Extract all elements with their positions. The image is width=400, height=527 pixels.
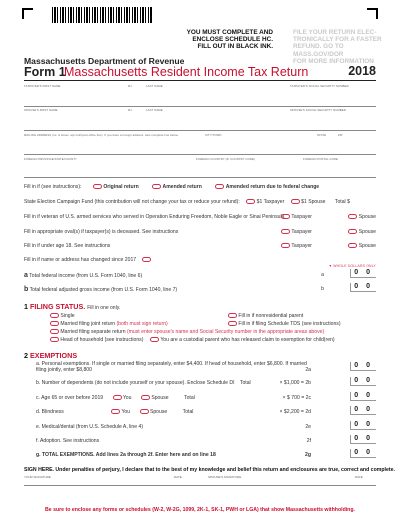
warning-line: YOU MUST COMPLETE AND [186,29,273,36]
exemption-2a [36,361,311,374]
taxpayer-ssn-field[interactable]: TAXPAYER'S SOCIAL SECURITY NUMBER [290,84,349,88]
deceased-spouse-oval[interactable] [348,229,357,234]
schedule-tds-label: Fill in if filing Schedule TDS (see instructions) [238,321,341,327]
exemptions-number: 2 [24,351,28,360]
exemption-2e-amount[interactable]: 0 0 [350,421,376,430]
form-number: Form 1 [24,65,66,79]
line-a [24,272,324,279]
field-divider [24,130,376,131]
spouse-ssn-field[interactable]: SPOUSE'S SOCIAL SECURITY NUMBER [290,108,346,112]
veteran-row [24,214,376,220]
nonresidential-parent-row [228,313,303,319]
deceased-spouse-label: Spouse [358,229,376,235]
exemption-2g-label: g. TOTAL EXEMPTIONS. Add lines 2a through 2f. Enter here and on line 18 [36,452,216,458]
exemption-2a-label: a. Personal exemptions. If single or married filing separately, enter $4,400. If head of household, enter $6,800. If married filing jointly, enter $8,800 [36,361,307,374]
exemption-2c-total-label: Total [184,395,195,401]
line-a-letter: a [24,272,28,279]
separate-oval[interactable] [50,329,59,334]
campaign-fund-row [24,199,350,205]
taxpayer-mi-field[interactable]: M.I. [128,84,134,88]
exemption-2f [36,438,311,444]
filing-separate [50,329,324,335]
joint-oval[interactable] [50,321,59,326]
filing-status-heading [24,302,120,311]
return-type-label: Fill in if (see instructions): [24,184,82,190]
exemption-2b-label: b. Number of dependents (do not include yourself or your spouse). Enclose Schedule DI [36,380,235,386]
exemption-2g-ref: 2g [305,452,311,458]
efile-line: FILE YOUR RETURN ELEC- [293,29,377,36]
deceased-taxpayer-label: Taxpayer [291,229,312,235]
form-title: Massachusetts Resident Income Tax Return [64,65,309,79]
schedule-tds-row [228,321,341,327]
amended-federal-oval[interactable] [215,184,224,189]
filing-status-number: 1 [24,302,28,311]
date-field[interactable]: DATE [174,475,182,479]
exemption-2c-multiplier: × $ 700 = 2c [282,395,311,401]
ink-warning [173,29,273,51]
under-18-taxpayer-label: Taxpayer [291,243,312,249]
filing-head-household [50,337,143,343]
age-65-you-oval[interactable] [113,395,122,400]
exemption-2d [36,409,311,415]
deceased-row [24,229,376,235]
veteran-spouse-oval[interactable] [348,214,357,219]
exemption-2d-label: d. Blindness [36,409,64,415]
veteran-taxpayer-oval[interactable] [281,214,290,219]
field-divider [24,106,376,107]
line-a-amount[interactable]: 0 0 [350,269,376,278]
original-return-oval[interactable] [93,184,102,189]
exemption-2a-ref: 2a [305,367,311,374]
veteran-taxpayer-label: Taxpayer [291,214,312,220]
exemption-2f-amount[interactable]: 0 0 [350,435,376,444]
campaign-total-label: Total $ [334,199,350,205]
exemption-2f-ref: 2f [306,438,311,444]
filing-status-subtitle: Fill in one only. [87,305,121,311]
single-label: Single [60,313,75,319]
spouse-mi-field[interactable]: M.I. [128,108,134,112]
mailing-address-field[interactable]: MAILING ADDRESS (no. & street, apt./unit/post office box). If you have a foreign address, also complete line below. [24,133,179,137]
line-a-ref: a [321,272,324,278]
field-divider [24,154,376,155]
blindness-spouse-label: Spouse [149,409,168,415]
name-changed-label: Fill in if name or address has changed since 2017 [24,257,137,263]
department-name: Massachusetts Department of Revenue [24,56,185,66]
amended-federal-label: Amended return due to federal change [225,184,320,190]
blindness-you-oval[interactable] [111,409,120,414]
corner-mark-right [367,8,378,19]
sign-here-statement: SIGN HERE. Under penalties of perjury, I declare that to the best of my knowledge and belief this return and enclosures are true, correct and complete. [24,467,395,473]
blindness-spouse-oval[interactable] [140,409,149,414]
exemption-2g-amount[interactable]: 0 0 [350,449,376,458]
exemption-2e-ref: 2e [305,424,311,430]
deceased-label: Fill in appropriate oval(s) if taxpayer(s) is deceased. See instructions [24,229,179,235]
filing-status-title: FILING STATUS. [30,302,86,311]
joint-note: (both must sign return) [116,321,168,327]
tax-year: 2018 [348,64,376,78]
original-return-label: Original return [103,184,139,190]
taxpayer-first-name-field[interactable]: TAXPAYER'S FIRST NAME [24,84,61,88]
exemption-2d-multiplier: × $2,200 = 2d [279,409,311,415]
campaign-spouse-oval[interactable] [291,199,300,204]
zip-field[interactable]: ZIP [338,133,343,137]
spouse-last-name-field[interactable]: LAST NAME [146,108,163,112]
barcode [52,7,152,23]
filing-joint [50,321,168,327]
exemption-2b-multiplier: × $1,000 = 2b [279,380,311,386]
line-b [24,286,324,293]
exemption-2c [36,395,311,401]
line-b-ref: b [321,286,324,292]
exemption-2a-amount[interactable]: 0 0 [350,362,376,371]
filing-single [50,313,75,319]
campaign-taxpayer-oval[interactable] [246,199,255,204]
foreign-postal-code-field[interactable]: FOREIGN POSTAL CODE [303,157,339,161]
campaign-taxpayer-label: $1 Taxpayer [256,199,285,205]
campaign-fund-label: State Election Campaign Fund (this contribution will not change your tax or reduce your refund): [24,199,240,205]
warning-line: ENCLOSE SCHEDULE HC. [192,36,273,44]
state-field[interactable]: STATE [317,133,327,137]
head-household-note: (see instructions) [104,337,144,343]
under-18-row [24,243,376,249]
exemption-2e-label: e. Medical/dental (from U.S. Schedule A, line 4) [36,424,144,430]
line-b-letter: b [24,286,29,293]
exemption-2b [36,380,311,386]
line-a-label: Total federal income (from U.S. Form 1040, line 6) [29,273,143,279]
campaign-spouse-label: $1 Spouse [301,199,326,205]
withholding-note: Be sure to enclose any forms or schedules (W-2, W-2G, 1099, 2K-1, SK-1, PWH or LGA) that show Massachusetts withholding. [45,507,355,513]
efile-line: FOR MORE INFORMATION [293,57,374,65]
under-18-spouse-label: Spouse [358,243,376,249]
return-type-row [24,184,319,190]
single-oval[interactable] [50,313,59,318]
efile-line: REFUND. GO TO MASS.GOV/DOR [293,43,344,58]
foreign-country-field[interactable]: FOREIGN COUNTRY (IF COUNTRY CODE) [196,157,256,161]
head-household-label: Head of household [60,337,104,343]
exemptions-heading [24,351,77,360]
exemption-2e [36,424,311,430]
exemption-2d-amount[interactable]: 0 0 [350,406,376,415]
foreign-province-field[interactable]: FOREIGN PROVINCE/STATE/COUNTY [24,157,77,161]
exemption-2f-label: f. Adoption. See instructions [36,438,100,444]
head-household-oval[interactable] [50,337,59,342]
under-18-spouse-oval[interactable] [348,243,357,248]
field-divider [24,177,376,178]
whole-dollars-note: ▼ WHOLE DOLLARS ONLY [328,264,376,268]
nonresidential-parent-oval[interactable] [228,313,237,318]
custodial-parent-label: You are a custodial parent who has released claim to exemption for child(ren) [160,337,335,343]
your-signature-field[interactable]: YOUR SIGNATURE [24,475,51,479]
age-65-spouse-label: Spouse [151,395,169,401]
age-65-spouse-oval[interactable] [141,395,150,400]
exemption-2c-label: c. Age 65 or over before 2019 [36,395,104,401]
city-town-field[interactable]: CITY/TOWN [205,133,222,137]
amended-return-oval[interactable] [152,184,161,189]
age-65-you-label: You [122,395,132,401]
under-18-taxpayer-oval[interactable] [281,243,290,248]
under-18-label: Fill in if under age 18. See instructions [24,243,111,249]
taxpayer-last-name-field[interactable]: LAST NAME [146,84,163,88]
corner-mark-left [22,8,33,19]
line-b-label: Total federal adjusted gross income (from U.S. Form 1040, line 7) [29,287,178,293]
exemption-2g [36,452,311,458]
separate-label: Married filing separate return [60,329,126,335]
spouse-first-name-field[interactable]: SPOUSE'S FIRST NAME [24,108,58,112]
veteran-spouse-label: Spouse [358,214,376,220]
exemption-2b-amount[interactable]: 0 0 [350,377,376,386]
custodial-parent-oval[interactable] [150,337,159,342]
amended-return-label: Amended return [162,184,202,190]
efile-notice [293,29,388,65]
separate-note: (must enter spouse's name and Social Security number in the appropriate areas above) [126,329,325,335]
spouse-signature-field[interactable]: SPOUSE'S SIGNATURE [208,475,242,479]
joint-label: Married filing joint return [60,321,116,327]
exemption-2b-total-label: Total [239,380,251,386]
nonresidential-parent-label: Fill in if nonresidential parent [238,313,304,319]
exemption-2d-total-label: Total [182,409,194,415]
efile-line: TRONICALLY FOR A FASTER [293,36,382,44]
signature-line [24,485,376,486]
exemption-2c-amount[interactable]: 0 0 [350,392,376,401]
schedule-tds-oval[interactable] [228,321,237,326]
warning-line: FILL OUT IN BLACK INK. [197,43,273,51]
exemptions-title: EXEMPTIONS [30,351,78,360]
name-changed-oval[interactable] [142,257,151,262]
line-b-amount[interactable]: 0 0 [350,283,376,292]
name-changed-row [24,257,151,263]
blindness-you-label: You [121,409,131,415]
custodial-parent-row [150,337,335,343]
header-rule [24,80,376,81]
deceased-taxpayer-oval[interactable] [281,229,290,234]
veteran-label: Fill in if veteran of U.S. armed services who served in Operation Enduring Freedom, Noble Eagle or Sinai Peninsula [24,214,285,220]
spouse-date-field[interactable]: DATE [355,475,363,479]
